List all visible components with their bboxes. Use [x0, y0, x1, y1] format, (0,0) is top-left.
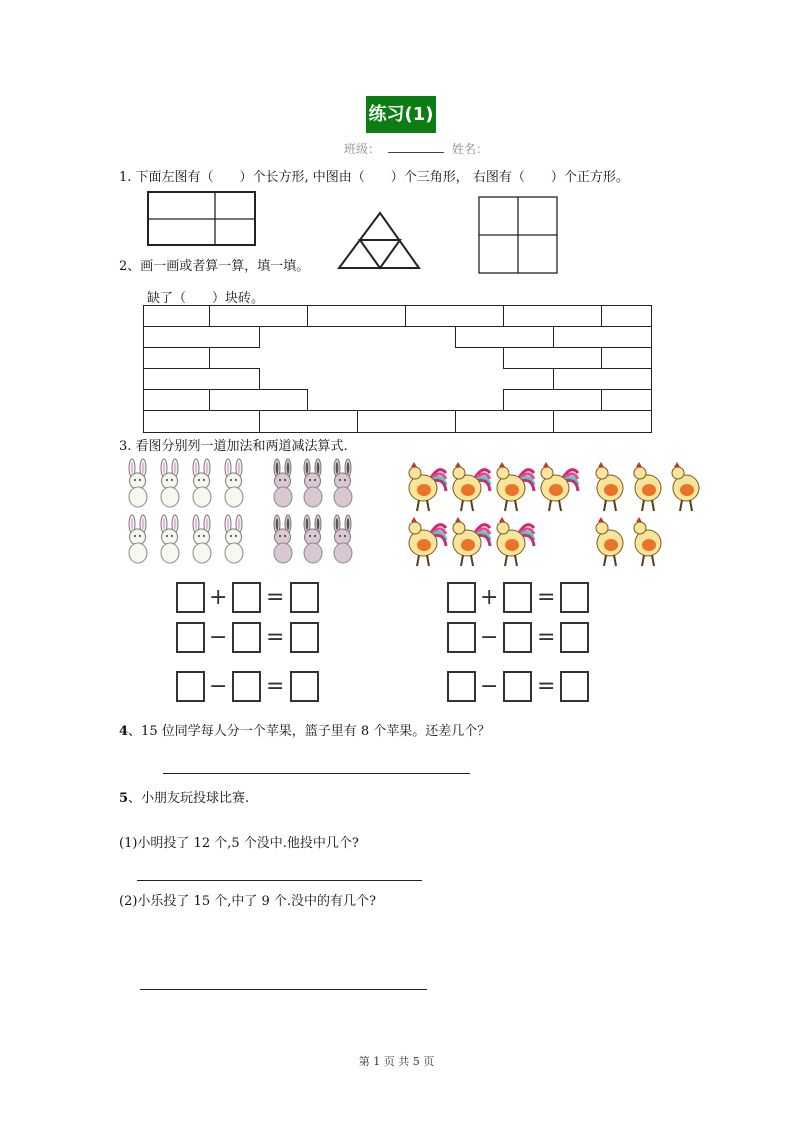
equals-sign: =	[537, 674, 556, 699]
rabbit-icon	[304, 459, 322, 507]
rooster-icon	[409, 517, 446, 566]
brick	[209, 305, 308, 327]
rabbit-icon	[129, 515, 147, 563]
hen-icon	[596, 462, 623, 511]
answer-line-q5-1[interactable]	[137, 880, 422, 881]
rooster-icon	[453, 462, 490, 511]
brick	[601, 347, 652, 369]
brick	[259, 410, 358, 433]
rooster-icon	[497, 462, 534, 511]
brick	[405, 305, 504, 327]
answer-box[interactable]	[290, 671, 319, 702]
page-title: 练习(1)	[366, 96, 436, 133]
answer-box[interactable]	[503, 671, 532, 702]
answer-line-q4[interactable]	[163, 773, 470, 774]
rabbit-icon	[193, 515, 211, 563]
answer-box[interactable]	[503, 622, 532, 653]
hen-icon	[672, 462, 699, 511]
rabbit-icon	[161, 459, 179, 507]
square-figure	[479, 197, 557, 273]
answer-box[interactable]	[447, 582, 476, 613]
missing-bricks-prompt: 缺了（ ）块砖。	[147, 291, 265, 306]
triangle-figure	[339, 213, 419, 268]
brick	[553, 410, 652, 433]
brick	[143, 368, 260, 390]
question-5-part-2: (2)小乐投了 15 个,中了 9 个.没中的有几个?	[119, 894, 376, 909]
question-1-text: 1. 下面左图有（ ）个长方形, 中图由（ ）个三角形， 右图有（ ）个正方形。	[119, 170, 629, 185]
answer-box[interactable]	[290, 622, 319, 653]
brick	[143, 347, 210, 369]
operator-sign: +	[209, 585, 228, 610]
answer-box[interactable]	[176, 582, 205, 613]
equals-sign: =	[537, 625, 556, 650]
answer-box[interactable]	[447, 671, 476, 702]
brick	[601, 389, 652, 411]
question-5-text: 5、小朋友玩投球比赛.	[119, 791, 250, 806]
brick	[553, 326, 652, 348]
rooster-icon	[497, 517, 534, 566]
rabbit-icon	[225, 459, 243, 507]
rooster-icon	[409, 462, 446, 511]
brick	[357, 410, 456, 433]
brick	[143, 389, 210, 411]
equals-sign: =	[537, 585, 556, 610]
rabbit-icon	[225, 515, 243, 563]
brick	[143, 326, 260, 348]
operator-sign: +	[480, 585, 499, 610]
answer-box[interactable]	[176, 671, 205, 702]
brick	[503, 347, 602, 369]
rabbit-icon	[334, 459, 352, 507]
operator-sign: −	[209, 674, 228, 699]
equals-sign: =	[266, 585, 285, 610]
rectangle-figure	[148, 192, 255, 245]
question-4-text: 4、15 位同学每人分一个苹果，篮子里有 8 个苹果。还差几个？	[119, 724, 491, 739]
rabbit-icon	[274, 459, 292, 507]
brick	[209, 389, 308, 411]
rabbit-icon	[334, 515, 352, 563]
rooster-icon	[453, 517, 490, 566]
brick	[307, 305, 406, 327]
class-label: 班级：	[344, 142, 381, 156]
rabbit-icon	[274, 515, 292, 563]
answer-box[interactable]	[232, 671, 261, 702]
brick	[455, 326, 554, 348]
answer-box[interactable]	[560, 671, 589, 702]
answer-line-q5-2[interactable]	[140, 989, 427, 990]
answer-box[interactable]	[290, 582, 319, 613]
brick	[553, 368, 652, 390]
operator-sign: −	[209, 625, 228, 650]
brick	[143, 410, 260, 433]
rooster-icon	[541, 462, 578, 511]
brick	[601, 305, 652, 327]
rabbit-icon	[193, 459, 211, 507]
hen-icon	[634, 517, 661, 566]
question-3-text: 3. 看图分别列一道加法和两道减法算式.	[119, 439, 348, 454]
question-2-text: 2、画一画或者算一算，填一填。	[119, 259, 310, 274]
brick	[503, 305, 602, 327]
equals-sign: =	[266, 674, 285, 699]
page-footer: 第 1 页 共 5 页	[358, 1055, 435, 1068]
operator-sign: −	[480, 674, 499, 699]
answer-box[interactable]	[176, 622, 205, 653]
animal-pictures	[0, 455, 793, 575]
answer-box[interactable]	[232, 622, 261, 653]
answer-box[interactable]	[560, 582, 589, 613]
rabbit-icon	[129, 459, 147, 507]
answer-box[interactable]	[560, 622, 589, 653]
equals-sign: =	[266, 625, 285, 650]
operator-sign: −	[480, 625, 499, 650]
question-5-part-1: (1)小明投了 12 个,5 个没中.他投中几个?	[119, 836, 359, 851]
answer-box[interactable]	[447, 622, 476, 653]
name-label: 姓名：	[452, 142, 489, 156]
answer-box[interactable]	[232, 582, 261, 613]
brick	[503, 389, 602, 411]
brick	[455, 410, 554, 433]
answer-box[interactable]	[503, 582, 532, 613]
brick	[143, 305, 210, 327]
rabbit-icon	[161, 515, 179, 563]
hen-icon	[596, 517, 623, 566]
hen-icon	[634, 462, 661, 511]
rabbit-icon	[304, 515, 322, 563]
